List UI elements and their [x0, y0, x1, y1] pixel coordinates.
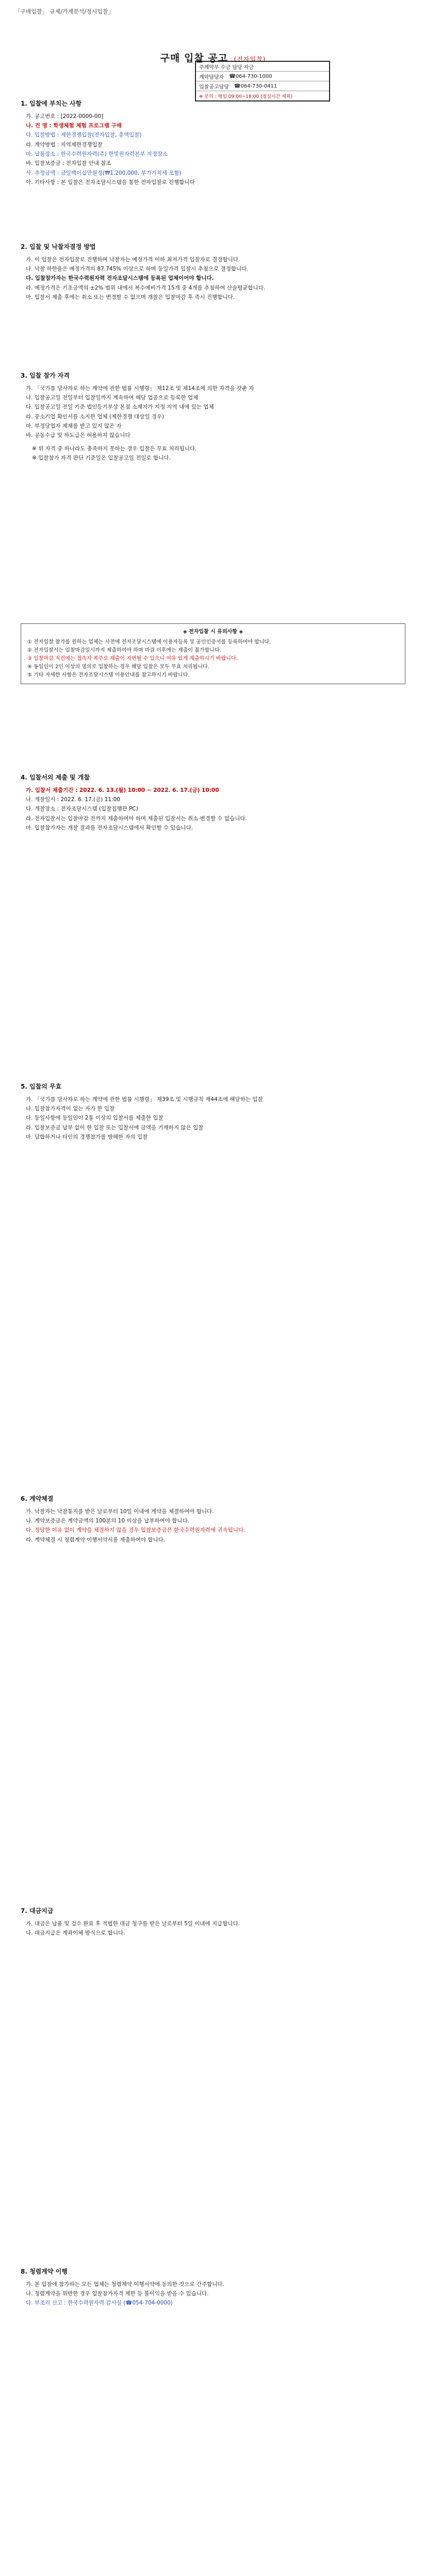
- notice-line: ⑤ 기타 자세한 사항은 전자조달시스템 이용안내를 참고하시기 바랍니다.: [27, 672, 190, 678]
- section-line: 다. 동일사항에 동일인이 2통 이상의 입찰서를 제출한 입찰: [26, 1115, 163, 1122]
- section-integrity: [21, 2267, 405, 2309]
- contact-row: [196, 62, 329, 72]
- contact-label: 입찰공고담당: [199, 84, 229, 90]
- section-bid-items: [21, 99, 405, 188]
- section-eligibility: [21, 371, 405, 463]
- section-heading: 8. 청렴계약 이행: [21, 2268, 68, 2275]
- section-line: 나. 낙찰 하한율은 예정가격의 87.745% 이상으로 하며 동일가격 입찰시 추첨으로 결정합니다.: [26, 266, 249, 273]
- title-sub: (전자입찰): [234, 56, 266, 63]
- section-line: 가. 「국가를 당사자로 하는 계약에 관한 법률 시행령」 제12조 및 제14조에 의한 자격을 갖춘 자: [26, 385, 254, 392]
- section-heading: 6. 계약체결: [21, 1495, 54, 1502]
- section-line: 가. 본 입찰에 참가하는 모든 업체는 청렴계약 이행서약에 동의한 것으로 간주합니다.: [26, 2281, 224, 2287]
- section-line: 가. 「국가를 당사자로 하는 계약에 관한 법률 시행령」 제39조 및 시행규칙 제44조에 해당하는 입찰: [26, 1096, 263, 1103]
- section-line: 가. 이 입찰은 전자입찰로 진행하며 낙찰자는 예정가격 이하 최저가격 입찰자로 결정합니다.: [26, 256, 240, 263]
- section-line: 라. 입찰보증금 납부 없이 한 입찰 또는 입찰서에 금액을 기재하지 않은 입찰: [26, 1124, 204, 1131]
- notice-line: ① 전자입찰 참가를 원하는 업체는 사전에 전자조달시스템에 이용자등록 및 공인인증서를 등록하여야 합니다.: [27, 639, 271, 645]
- section-line: 가. 공고번호 : [2022-0000-00]: [26, 113, 104, 120]
- notice-line: ④ 동일인이 2인 이상의 명의로 입찰하는 경우 해당 입찰은 모두 무효 처리됩니다.: [27, 664, 209, 670]
- section-note: ※ 입찰참가 자격 판단 기준일은 입찰공고일 전일로 합니다.: [32, 454, 171, 461]
- section-line: 나. 입찰공고일 전일부터 입찰일까지 계속하여 해당 업종으로 등록한 업체: [26, 395, 199, 401]
- contact-label: 주계약부 수금 담당 자금: [199, 64, 254, 71]
- contact-note: ※ 문의 : 평일 09:00~18:00 (점심시간 제외): [199, 94, 293, 99]
- section-invalid-bids: [21, 1082, 405, 1142]
- section-line: 라. 예정가격은 기초금액의 ±2% 범위 내에서 복수예비가격 15개 중 4개를 추첨하여 산술평균합니다.: [26, 284, 266, 291]
- notice-box: [21, 623, 405, 684]
- contact-row: [196, 81, 329, 91]
- section-heading: 1. 입찰에 부치는 사항: [21, 100, 82, 107]
- contact-value: ☎064-730-1000: [229, 73, 272, 79]
- section-line: 나. 개찰일시 : 2022. 6. 17.(금) 11:00: [26, 796, 120, 803]
- section-line: 마. 부정당업자 제재를 받고 있지 않은 자: [26, 423, 122, 430]
- section-line: 바. 공동수급 및 하도급은 허용하지 않습니다: [26, 432, 130, 439]
- section-submission: [21, 773, 405, 833]
- section-line: 다. 입찰참가자는 한국수력원자력 전자조달시스템에 등록된 업체이어야 합니다.: [26, 275, 214, 282]
- section-heading: 3. 입찰 참가 자격: [21, 372, 70, 379]
- contact-box: [195, 61, 330, 101]
- header-note: 「구매입찰」 규제/가계분석/정시입찰」: [14, 8, 114, 15]
- notice-title: ◈ 전자입찰 시 유의사항 ◈: [183, 629, 243, 635]
- contact-label: 계약담당자: [199, 74, 224, 80]
- section-line: 다. 개찰장소 : 전자조달시스템 (입찰집행관 PC): [26, 806, 138, 812]
- section-line: 나. 청렴계약을 위반한 경우 입찰참가자격 제한 등 불이익을 받을 수 있습니다.: [26, 2291, 209, 2297]
- section-line: 나. 대금지급은 계좌이체 방식으로 합니다.: [26, 1930, 125, 1937]
- section-line: 라. 계약체결 시 청렴계약 이행서약서를 제출하여야 합니다.: [26, 1536, 166, 1543]
- section-line: 가. 입찰서 제출기간 : 2022. 6. 13.(월) 10:00 ~ 2022. 6. 17.(금) 10:00: [26, 787, 219, 793]
- section-line: 마. 입찰서 제출 후에는 취소 또는 변경할 수 없으며 개찰은 입찰마감 후 즉시 진행합니다.: [26, 294, 235, 301]
- section-line: 아. 기타사항 : 본 입찰은 전자조달시스템을 통한 전자입찰로 진행합니다: [26, 179, 195, 185]
- section-line: 라. 전자입찰서는 입찰마감 전까지 제출하여야 하며 제출된 입찰서는 취소·변경할 수 없습니다.: [26, 815, 247, 822]
- section-line: 마. 납품장소 : 한국수력원자력(주) 한빛원자력본부 지정장소: [26, 151, 168, 158]
- section-line: 마. 입찰참가자는 개찰 결과를 전자조달시스템에서 확인할 수 있습니다.: [26, 825, 193, 832]
- section-line: 바. 입찰보증금 : 전자입찰 안내 참조: [26, 160, 111, 167]
- section-heading: 4. 입찰서의 제출 및 개찰: [21, 774, 90, 781]
- section-contract: [21, 1494, 405, 1545]
- contact-row: [196, 72, 329, 81]
- section-line: 라. 중소기업 확인서를 소지한 업체 (제한경쟁 대상일 경우): [26, 413, 165, 420]
- contact-value: ☎064-730-0411: [234, 83, 277, 89]
- section-line: 나. 입찰참가자격이 없는 자가 한 입찰: [26, 1106, 115, 1112]
- section-heading: 7. 대금지급: [21, 1907, 54, 1914]
- section-line: 라. 계약방법 : 지역제한경쟁입찰: [26, 141, 103, 148]
- section-award-method: [21, 242, 405, 302]
- notice-line: ② 전자입찰서는 입찰마감일시까지 제출하여야 하며 마감 이후에는 제출이 불가합니다.: [27, 648, 221, 653]
- section-line: 가. 대금은 납품 및 검수 완료 후 적법한 대금 청구를 받은 날로부터 5일 이내에 지급합니다.: [26, 1920, 240, 1927]
- section-line: 다. 입찰방법 : 제한경쟁입찰(전자입찰, 총액입찰): [26, 132, 142, 139]
- section-line: 마. 담합하거나 타인의 경쟁참가를 방해한 자의 입찰: [26, 1134, 148, 1141]
- section-line: 나. 건 명 : 학생체험 체험 프로그램 구매: [26, 123, 122, 129]
- section-line: 가. 낙찰자는 낙찰통지를 받은 날로부터 10일 이내에 계약을 체결하여야 합니다.: [26, 1508, 214, 1515]
- section-note: ※ 위 자격 중 하나라도 충족하지 못하는 경우 입찰은 무효 처리됩니다.: [32, 445, 197, 452]
- section-line: 나. 계약보증금은 계약금액의 100분의 10 이상을 납부하여야 합니다.: [26, 1518, 190, 1524]
- section-line: 다. 부조리 신고 : 한국수력원자력 감사실 (☎054-704-0000): [26, 2300, 173, 2307]
- section-line: 다. 정당한 이유 없이 계약을 체결하지 않을 경우 입찰보증금은 한국수력원자력에 귀속됩니다.: [26, 1527, 245, 1534]
- title-text: 구매 입찰 공고: [160, 53, 228, 64]
- section-line: 다. 입찰공고일 전일 기준 법인등기부상 본점 소재지가 지정 지역 내에 있는 업체: [26, 404, 214, 411]
- section-line: 사. 추정금액 : 금일백이십만원정(₩1,200,000, 부가가치세 포함): [26, 170, 182, 176]
- section-heading: 5. 입찰의 무효: [21, 1083, 62, 1090]
- section-payment: [21, 1906, 405, 1938]
- section-heading: 2. 입찰 및 낙찰자결정 방법: [21, 243, 96, 250]
- notice-line: ③ 입찰마감 직전에는 접속자 폭주로 제출이 지연될 수 있으니 여유 있게 제출하시기 바랍니다.: [27, 656, 238, 662]
